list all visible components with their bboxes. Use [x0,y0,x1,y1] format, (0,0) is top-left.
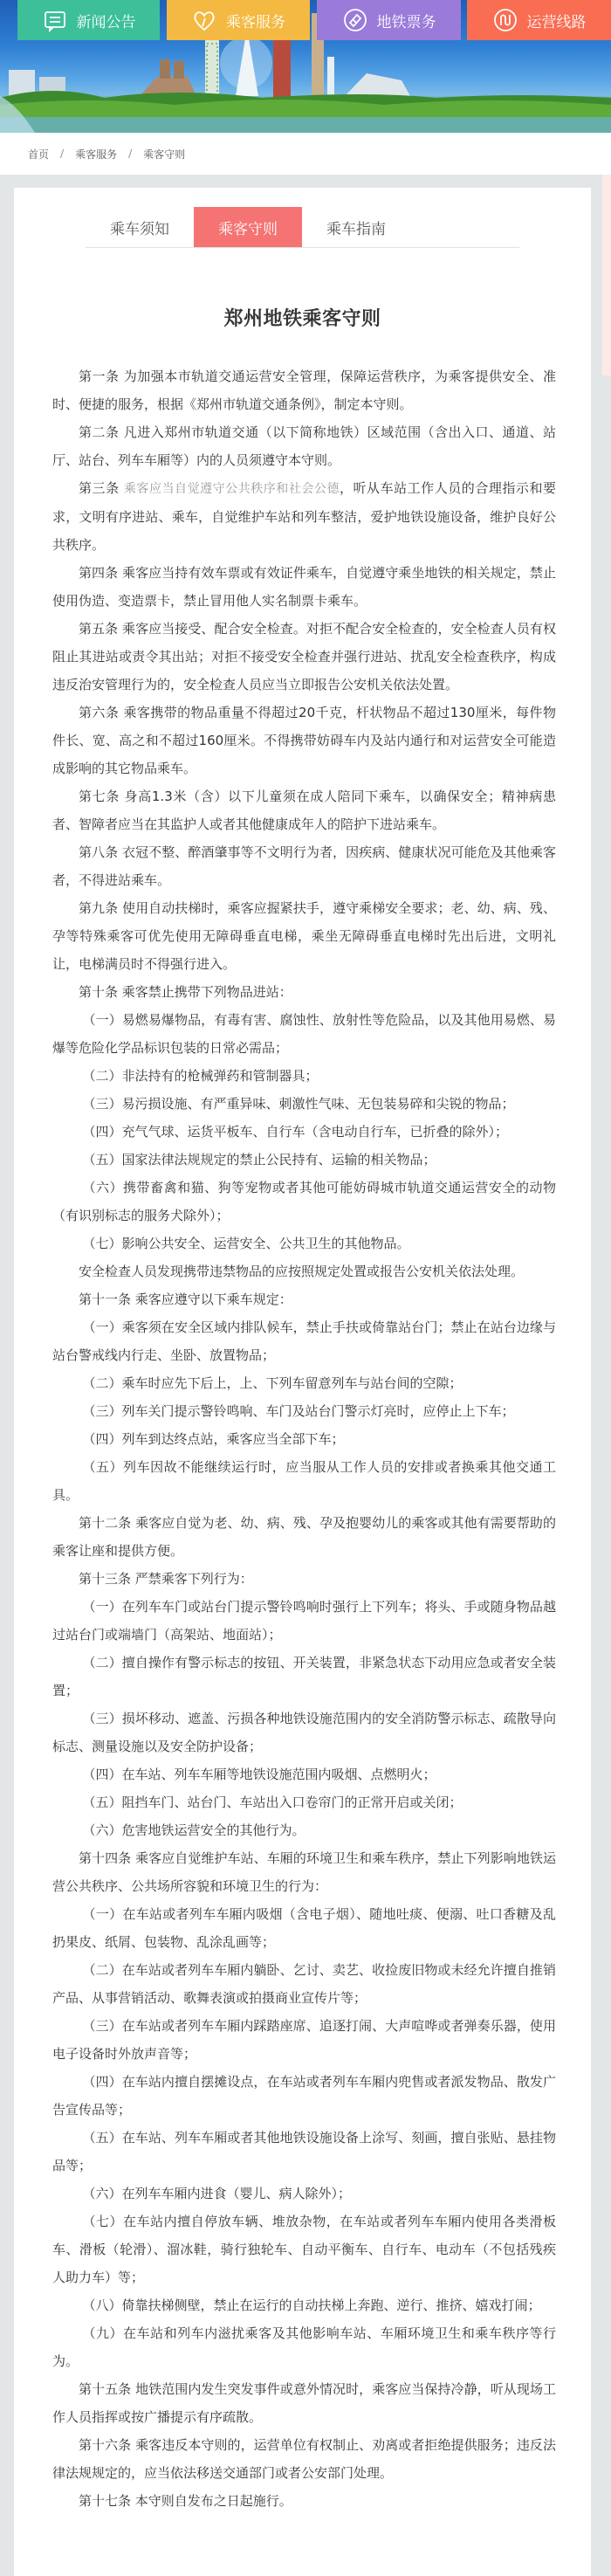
article-text: ，听从车站工作人员的合理指示和要求，文明有序进站、乘车，自觉维护车站和列车整洁，爱护地铁设施设备，维护良好公共秩序。 [52,480,556,553]
article-text: 第四条 乘客应当持有效车票或有效证件乘车，自觉遵守乘坐地铁的相关规定，禁止使用伪造、变造票卡，禁止冒用他人实名制票卡乘车。 [52,565,556,609]
article-paragraph [52,2431,556,2487]
article-text: （二）非法持有的枪械弹药和管制器具； [82,1068,319,1084]
article-clause-item [52,2012,556,2068]
article-paragraph [52,559,556,615]
article-text: （六）在列车车厢内进食（婴儿、病人除外）； [82,2186,352,2201]
article-clause-item [52,1760,556,1788]
article-text: 第十五条 地铁范围内发生突发事件或意外情况时，乘客应当保持冷静，听从现场工作人员指挥或按广播提示有序疏散。 [52,2381,556,2425]
article-text: 第一条 为加强本市轨道交通运营安全管理，保障运营秩序，为乘客提供安全、准时、便捷的服务，根据《郑州市轨道交通条例》，制定本守则。 [52,368,556,412]
article-text: （五）国家法律法规规定的禁止公民持有、运输的相关物品； [82,1152,436,1167]
article-paragraph [52,1257,556,1285]
tab-passenger-rules[interactable]: 乘客守则 [194,207,302,247]
article-text: （二）在车站或者列车车厢内躺卧、乞讨、卖艺、收捡废旧物或未经允许擅自推销产品、从事营销活动、歌舞表演或拍摄商业宣传片等； [52,1962,556,2006]
article-clause-item [52,1174,556,1229]
breadcrumb-current: 乘客守则 [143,148,186,161]
article-text: （五）在车站、列车车厢或者其他地铁设施设备上涂写、刻画，擅自张贴、悬挂物品等； [52,2130,556,2173]
side-panel-edge [602,175,611,375]
article-text: （三）易污损设施、有严重异味、刺激性气味、无包装易碎和尖锐的物品； [82,1096,515,1112]
article-text: 第八条 衣冠不整、醉酒肇事等不文明行为者，因疾病、健康状况可能危及其他乘客者，不得进站乘车。 [52,844,556,888]
article-text: 第十四条 乘客应自觉维护车站、车厢的环境卫生和乘车秩序，禁止下列影响地铁运营公共秩序、公共场所容貌和环境卫生的行为： [52,1850,556,1894]
article-clause-item [52,1118,556,1146]
article-paragraph [52,699,556,782]
article-text: （四）充气气球、运货平板车、自行车（含电动自行车，已折叠的除外）； [82,1124,509,1140]
breadcrumb-separator: / [60,148,65,160]
heart-icon [191,7,217,33]
ticket-icon [342,7,368,33]
article-text: 第十三条 严禁乘客下列行为： [79,1571,253,1587]
article-light-text: 乘客应当自觉遵守公共秩序和社会公德 [123,482,340,496]
article-text: （三）列车关门提示警铃鸣响、车门及站台门警示灯亮时，应停止上下车； [82,1403,515,1419]
article-text: 第十二条 乘客应自觉为老、幼、病、残、孕及抱婴幼儿的乘客或其他有需要帮助的乘客让座和提供方便。 [52,1515,556,1559]
article-clause-item [52,1090,556,1118]
article-paragraph [52,782,556,838]
article-text: （九）在车站和列车内滋扰乘客及其他影响车站、车厢环境卫生和乘车秩序等行为。 [52,2325,556,2369]
article-clause-item [52,2124,556,2180]
article-text: 第五条 乘客应当接受、配合安全检查。对拒不配合安全检查的，安全检查人员有权阻止其进站或责令其出站；对拒不接受安全检查并强行进站、扰乱安全检查秩序，构成违反治安管理行为的，安全检查人员应当立即报告公安机关依法处置。 [52,621,556,692]
nav-news[interactable] [17,0,160,40]
article-clause-item [52,1146,556,1174]
article-text: （三）在车站或者列车车厢内踩踏座席、追逐打闹、大声喧哗或者弹奏乐器，使用电子设备时外放声音等； [52,2018,556,2062]
main-nav [0,0,611,40]
article-text: 第十七条 本守则自发布之日起施行。 [79,2493,292,2509]
article-clause-item [52,1369,556,1397]
article-text: （一）在车站或者列车车厢内吸烟（含电子烟）、随地吐痰、便溺、吐口香糖及乱扔果皮、纸屑、包装物、乱涂乱画等； [52,1906,556,1950]
article-clause-item [52,1956,556,2012]
article-paragraph [52,1844,556,1900]
route-icon [492,7,518,33]
article-clause-item [52,2180,556,2208]
nav-passenger-service-label: 乘客服务 [226,13,285,31]
nav-passenger-service[interactable] [167,0,310,40]
tab-riding-notice[interactable]: 乘车须知 [110,220,169,238]
article-text: （四）在车站内擅自摆摊设点，在车站或者列车车厢内兜售或者派发物品、散发广告宣传品等； [52,2074,556,2118]
article-paragraph [52,1565,556,1593]
article-text: 安全检查人员发现携带违禁物品的应按照规定处置或报告公安机关依法处理。 [79,1264,525,1279]
tab-bar [86,188,519,248]
article-text: （七）在车站内擅自停放车辆、堆放杂物，在车站或者列车车厢内使用各类滑板车、滑板（轮滑）、溜冰鞋，骑行独轮车、自动平衡车、自行车、电动车（不包括残疾人助力车）等； [52,2214,556,2285]
article-text: （一）易燃易爆物品，有毒有害、腐蚀性、放射性等危险品，以及其他用易燃、易爆等危险化学品标识包装的日常必需品； [52,1012,556,1056]
article-text: 第九条 使用自动扶梯时，乘客应握紧扶手，遵守乘梯安全要求；老、幼、病、残、孕等特殊乘客可优先使用无障碍垂直电梯，乘坐无障碍垂直电梯时先出后进，文明礼让，电梯满员时不得强行进入。 [52,900,556,972]
article-lead: 第三条 [79,480,124,496]
article-paragraph [52,418,556,474]
article-text: （二）擅自操作有警示标志的按钮、开关装置，非紧急状态下动用应急或者安全装置； [52,1655,556,1698]
article-clause-item [52,1229,556,1257]
breadcrumb-separator: / [128,148,133,160]
article-text: （六）危害地铁运营安全的其他行为。 [82,1822,306,1838]
article-paragraph [52,362,556,418]
nav-ticketing-label: 地铁票务 [376,13,436,31]
article-text: （七）影响公共安全、运营安全、公共卫生的其他物品。 [82,1236,410,1251]
nav-routes[interactable] [467,0,611,40]
article-clause-item [52,2068,556,2124]
nav-news-label: 新闻公告 [76,13,136,31]
article-clause-item [52,1788,556,1816]
article-clause-item [52,1062,556,1090]
article-body [14,362,591,2515]
article-paragraph [52,978,556,1006]
article-paragraph [52,474,556,559]
article-clause-item [52,2208,556,2291]
article-text: （八）倚靠扶梯侧壁，禁止在运行的自动扶梯上奔跑、逆行、推挤、嬉戏打闹； [82,2297,541,2313]
article-text: （四）列车到达终点站，乘客应当全部下车； [82,1431,345,1447]
article-clause-item [52,1705,556,1760]
article-clause-item [52,1425,556,1453]
article-clause-item [52,1900,556,1956]
article-text: （四）在车站、列车车厢等地铁设施范围内吸烟、点燃明火； [82,1767,436,1782]
article-text: 第二条 凡进入郑州市轨道交通（以下简称地铁）区域范围（含出入口、通道、站厅、站台、列车车厢等）内的人员须遵守本守则。 [52,424,556,468]
breadcrumb [0,133,611,175]
article-text: 第十一条 乘客应遵守以下乘车规定： [79,1291,292,1307]
content-card [14,188,591,2576]
article-clause-item [52,2319,556,2375]
nav-ticketing[interactable] [317,0,461,40]
article-paragraph [52,1509,556,1565]
article-clause-item [52,1816,556,1844]
article-text: （一）在列车车门或站台门提示警铃鸣响时强行上下列车；将头、手或随身物品越过站台门或端墙门（高架站、地面站）； [52,1599,556,1643]
tab-riding-guide[interactable]: 乘车指南 [326,220,386,238]
article-text: 第七条 身高1.3米（含）以下儿童须在成人陪同下乘车，以确保安全；精神病患者、智障者应当在其监护人或者其他健康成年人的陪护下进站乘车。 [52,789,556,832]
article-clause-item [52,2291,556,2319]
breadcrumb-home[interactable]: 首页 [28,148,50,161]
article-clause-item [52,1006,556,1062]
article-paragraph [52,894,556,978]
article-title: 郑州地铁乘客守则 [223,308,381,330]
news-icon [42,7,68,33]
article-text: 第十条 乘客禁止携带下列物品进站： [79,984,292,1000]
article-paragraph [52,838,556,894]
article-clause-item [52,1453,556,1509]
article-clause-item [52,1649,556,1705]
article-text: （五）列车因故不能继续运行时，应当服从工作人员的安排或者换乘其他交通工具。 [52,1459,556,1503]
breadcrumb-passenger-service[interactable]: 乘客服务 [75,148,118,161]
article-text: （一）乘客须在安全区域内排队候车，禁止手扶或倚靠站台门；禁止在站台边缘与站台警戒线内行走、坐卧、放置物品； [52,1319,556,1363]
article-clause-item [52,1593,556,1649]
page-body [0,175,611,2576]
article-text: （二）乘车时应先下后上，上、下列车留意列车与站台间的空隙； [82,1375,463,1391]
article-paragraph [52,615,556,699]
article-paragraph [52,2487,556,2515]
article-text: （三）损坏移动、遮盖、污损各种地铁设施范围内的安全消防警示标志、疏散导向标志、测量设施以及安全防护设备； [52,1711,556,1754]
article-clause-item [52,1313,556,1369]
article-text: 第十六条 乘客违反本守则的，运营单位有权制止、劝离或者拒绝提供服务；违反法律法规规定的，应当依法移送交通部门或者公安部门处理。 [52,2437,556,2481]
header-banner [0,0,611,133]
article-clause-item [52,1397,556,1425]
article-paragraph [52,1285,556,1313]
article-paragraph [52,2375,556,2431]
article-text: （六）携带畜禽和猫、狗等宠物或者其他可能妨碍城市轨道交通运营安全的动物（有识别标志的服务犬除外）； [52,1180,556,1223]
article-text: 第六条 乘客携带的物品重量不得超过20千克，杆状物品不超过130厘米，每件物件长、宽、高之和不超过160厘米。不得携带妨碍车内及站内通行和对运营安全可能造成影响的其它物品乘车。 [52,705,556,776]
nav-routes-label: 运营线路 [526,13,587,31]
article-text: （五）阻挡车门、站台门、车站出入口卷帘门的正常开启或关闭； [82,1794,463,1810]
